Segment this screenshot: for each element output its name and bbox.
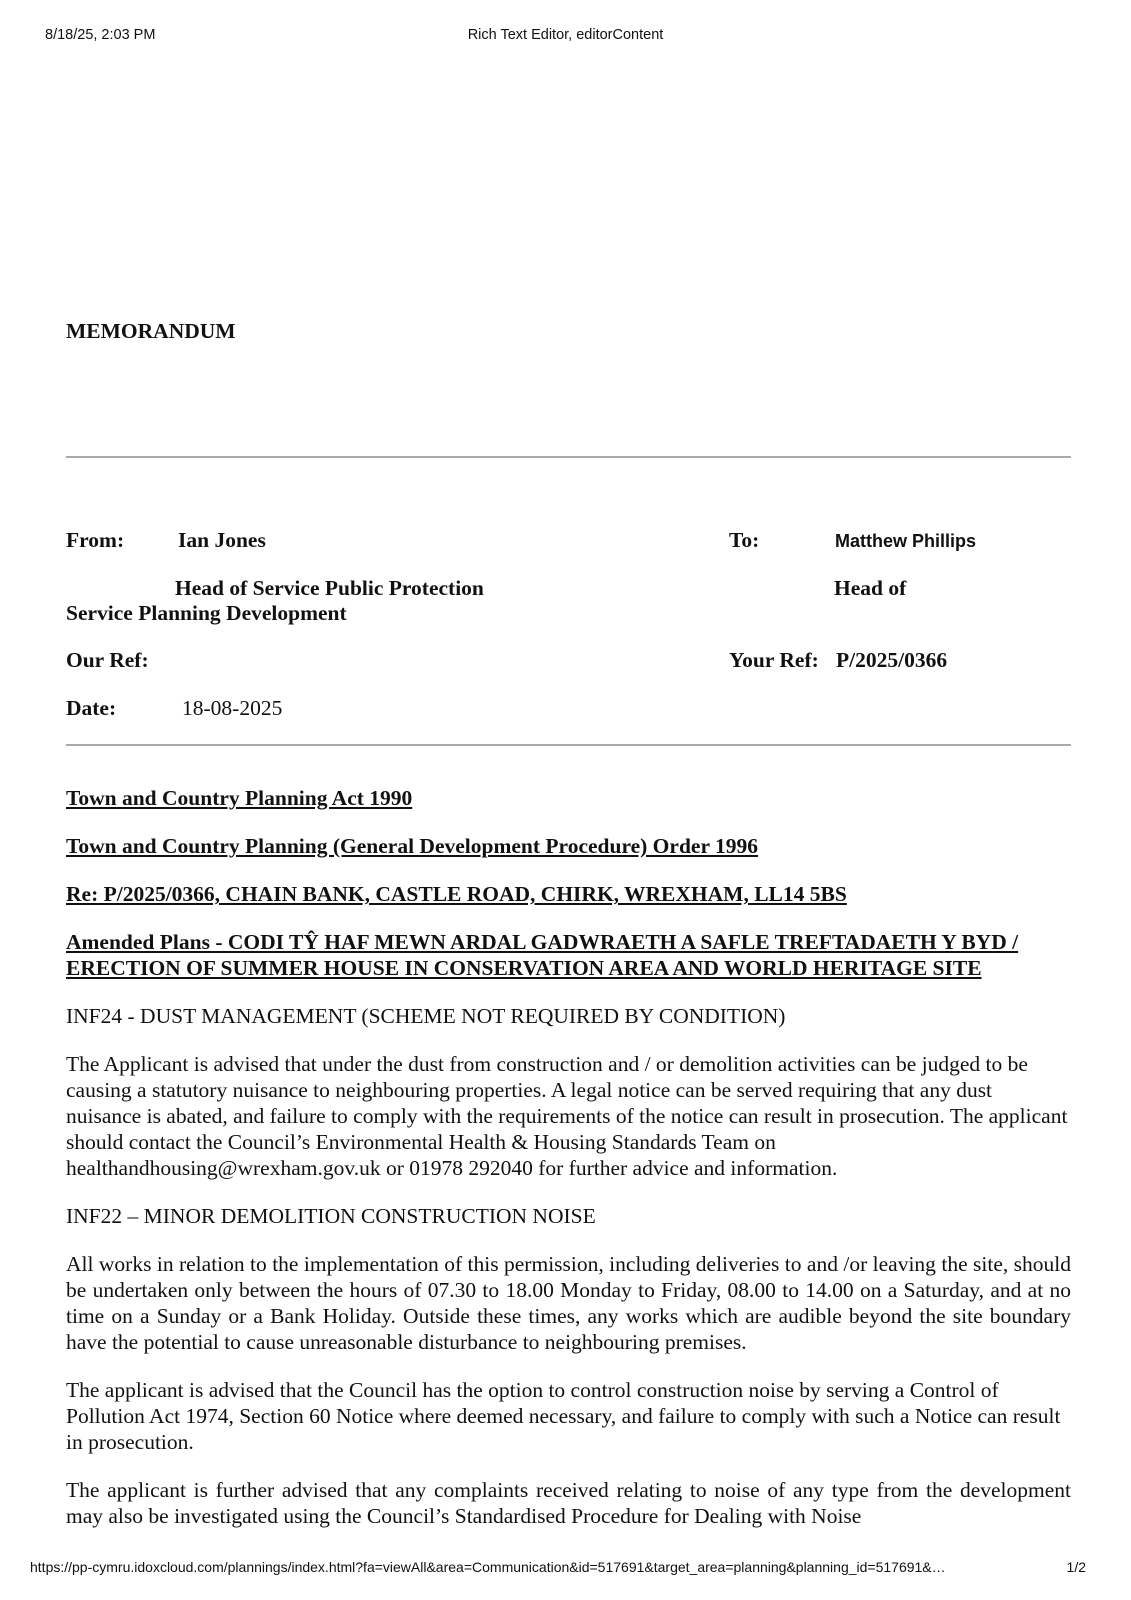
from-role: Head of Service Public Protection (175, 576, 484, 600)
inf22-notice-text: The applicant is advised that the Council has the option to control construction noise by serving a Control of Pollution Act 1974, Section 60 Notice where deemed necessary, and failure to comply with such a Notice can result in prosecution. (66, 1378, 1061, 1454)
from-label: From: (66, 528, 125, 552)
inf24-title: INF24 - DUST MANAGEMENT (SCHEME NOT REQUIRED BY CONDITION) (66, 1004, 786, 1028)
your-ref-value: P/2025/0366 (836, 648, 948, 672)
top-divider (66, 456, 1071, 458)
to-name: Matthew Phillips (835, 531, 977, 551)
to-role-part2: Service Planning Development (66, 601, 347, 625)
print-page-title: Rich Text Editor, editorContent (467, 27, 664, 43)
date-label: Date: (66, 696, 117, 720)
inf22-hours-text: All works in relation to the implementation of this permission, including deliveries to and /or leaving the site, should be undertaken only between the hours of 07.30 to 18.00 Monday to Friday, 08.00 to 14.00 on a Saturday, and at no time on a Sunday or a Bank Holiday. Outside these times, any works which are audible beyond the site boundary have the potential to cause unreasonable disturbance to neighbouring premises. (66, 1252, 1071, 1354)
inf22-title: INF22 – MINOR DEMOLITION CONSTRUCTION NOISE (66, 1204, 596, 1228)
memo-title: MEMORANDUM (66, 319, 236, 343)
memo-body (66, 785, 1071, 1551)
heading-planning-act: Town and Country Planning Act 1990 (66, 786, 413, 810)
to-role-part1: Head of (834, 576, 907, 600)
print-url: https://pp-cymru.idoxcloud.com/plannings/index.html?fa=viewAll&area=Communication&id=517691&target_area=planning&planning_id=517691&… (30, 1559, 946, 1575)
your-ref-label: Your Ref: (729, 648, 819, 672)
bottom-divider (66, 744, 1071, 746)
from-name: Ian Jones (178, 528, 266, 552)
heading-application-ref: Re: P/2025/0366, CHAIN BANK, CASTLE ROAD, CHIRK, WREXHAM, LL14 5BS (66, 882, 847, 906)
heading-procedure-order: Town and Country Planning (General Development Procedure) Order 1996 (66, 834, 758, 858)
to-label: To: (729, 528, 760, 552)
our-ref-label: Our Ref: (66, 648, 149, 672)
inf24-text: The Applicant is advised that under the dust from construction and / or demolition activities can be judged to be causing a statutory nuisance to neighbouring properties. A legal notice can be served requiring that any dust nuisance is abated, and failure to comply with the requirements of the notice can result in prosecution. The applicant should contact the Council’s Environmental Health & Housing Standards Team on healthandhousing@wrexham.gov.uk or 01978 292040 for further advice and information. (66, 1052, 1068, 1180)
print-timestamp: 8/18/25, 2:03 PM (45, 27, 156, 43)
date-value: 18-08-2025 (182, 696, 283, 720)
inf22-complaints-text: The applicant is further advised that any complaints received relating to noise of any type from the development may also be investigated using the Council’s Standardised Procedure for Dealing with Noise (66, 1478, 1071, 1528)
heading-amended-plans: Amended Plans - CODI TŶ HAF MEWN ARDAL GADWRAETH A SAFLE TREFTADAETH Y BYD / ERECTION OF SUMMER HOUSE IN CONSERVATION AREA AND WORLD HERITAGE SITE (66, 930, 1019, 980)
print-page-number: 1/2 (1066, 1559, 1086, 1575)
